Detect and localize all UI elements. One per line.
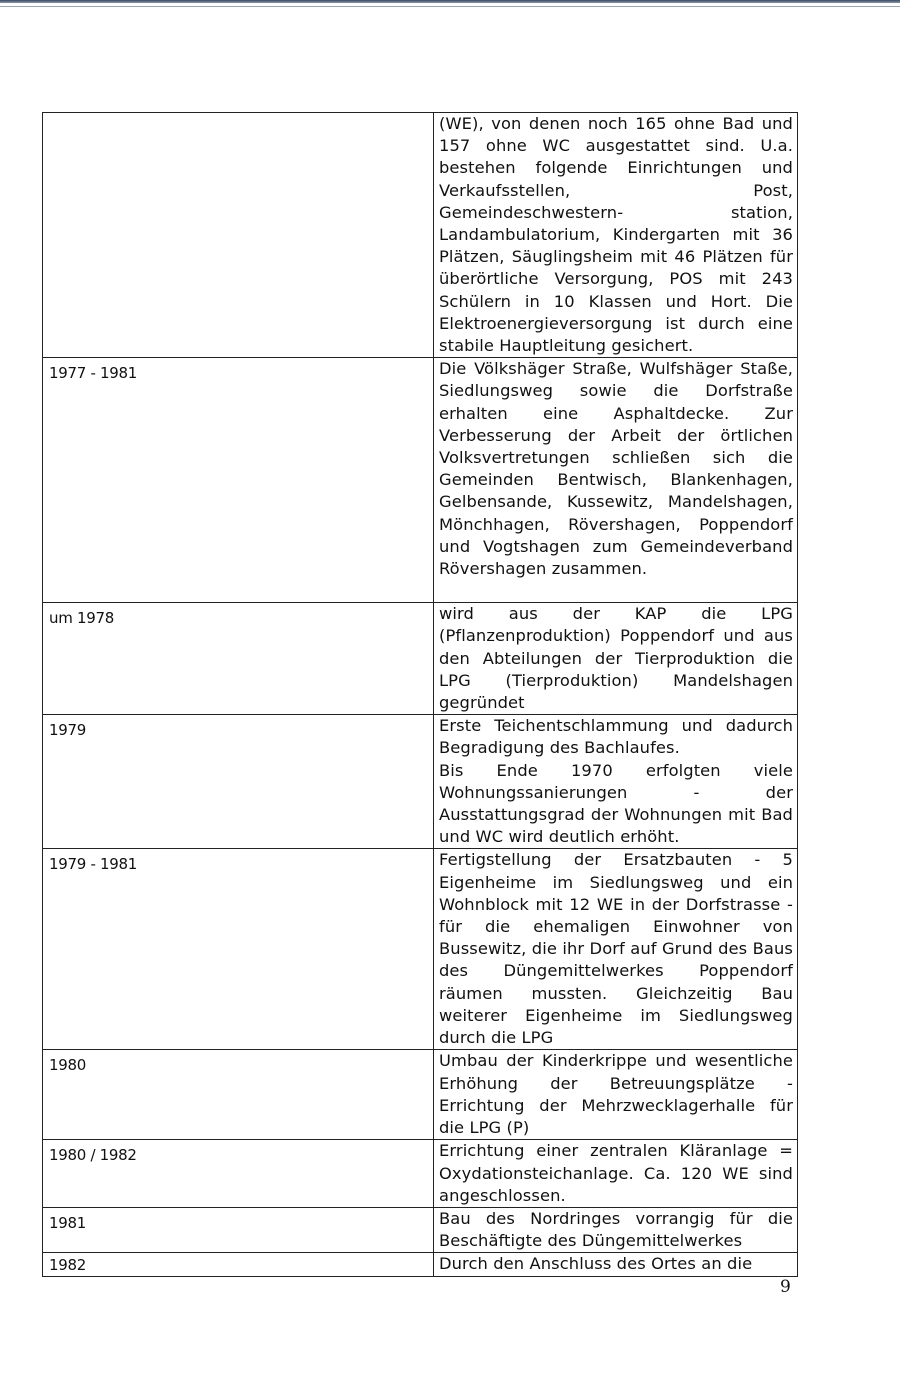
date-cell: 1980 [43,1050,434,1140]
date-cell: um 1978 [43,603,434,715]
event-paragraph: Erste Teichentschlammung und dadurch Begradigung des Bachlaufes. [439,716,793,758]
event-paragraph: Bau des Nordringes vorrangig für die Beschäftigte des Düngemittelwerkes [439,1208,793,1251]
table-row [43,1050,798,1140]
event-cell [434,715,798,849]
event-paragraph: Fertigstellung der Ersatzbauten - 5 Eigenheime im Siedlungsweg und ein Wohnblock mit 12 WE in der Dorfstrasse - für die ehemaligen Einwohner von Bussewitz, die ihr Dorf auf Grund des Baus des Düngemittelwerkes Poppendorf räumen mussten. Gleichzeitig Bau weiterer Eigenheime im Siedlungsweg durch die LPG [439,850,793,1048]
top-border-rule [0,0,900,3]
table-row [43,1253,798,1277]
event-cell [434,1253,798,1277]
date-cell: 1979 - 1981 [43,849,434,1050]
date-cell: 1982 [43,1253,434,1277]
table-row [43,113,798,358]
table-row [43,1140,798,1208]
event-paragraph: wird aus der KAP die LPG (Pflanzenproduktion) Poppendorf und aus den Abteilungen der Tierproduktion die LPG (Tierproduktion) Mandelshagen gegründet [439,604,793,713]
table-row [43,849,798,1050]
date-cell: 1977 - 1981 [43,358,434,603]
date-cell: 1980 / 1982 [43,1140,434,1208]
event-cell [434,1140,798,1208]
page-number: 9 [780,1277,791,1297]
table-row [43,715,798,849]
table-row [43,358,798,603]
event-paragraph: (WE), von denen noch 165 ohne Bad und 157 ohne WC ausgestattet sind. U.a. bestehen folgende Einrichtungen und Verkaufsstellen, Post, Gemeindeschwestern- station, Landambulatorium, Kindergarten mit 36 Plätzen, Säuglingsheim mit 46 Plätzen für überörtliche Versorgung, POS mit 243 Schülern in 10 Klassen und Hort. Die Elektroenergieversorgung ist durch eine stabile Hauptleitung gesichert. [439,114,793,356]
event-cell [434,358,798,603]
chronology-table [42,112,798,1277]
event-paragraph: Durch den Anschluss des Ortes an die [439,1254,753,1274]
event-paragraph: Die Völkshäger Straße, Wulfshäger Staße, Siedlungsweg sowie die Dorfstraße erhalten eine Asphaltdecke. Zur Verbesserung der Arbeit der örtlichen Volksvertretungen schließen sich die Gemeinden Bentwisch, Blankenhagen, Gelbensande, Kussewitz, Mandelshagen, Mönchhagen, Rövershagen, Poppendorf und Vogtshagen zum Gemeindeverband Rövershagen zusammen. [439,359,793,579]
event-paragraph: Bis Ende 1970 erfolgten viele Wohnungssanierungen - der Ausstattungsgrad der Wohnungen mit Bad und WC wird deutlich erhöht. [439,760,793,847]
event-cell [434,113,798,358]
event-paragraph: Errichtung einer zentralen Kläranlage = Oxydationsteichanlage. Ca. 120 WE sind angeschlossen. [439,1141,793,1205]
table-row [43,603,798,715]
date-cell: 1981 [43,1207,434,1252]
date-cell: 1979 [43,715,434,849]
event-cell [434,849,798,1050]
date-cell [43,113,434,358]
event-paragraph: Umbau der Kinderkrippe und wesentliche Erhöhung der Betreuungsplätze - Errichtung der Mehrzwecklagerhalle für die LPG (P) [439,1051,793,1137]
event-cell [434,1207,798,1252]
event-cell [434,603,798,715]
event-cell [434,1050,798,1140]
table-row [43,1207,798,1252]
top-border-rule-thin [0,6,900,7]
